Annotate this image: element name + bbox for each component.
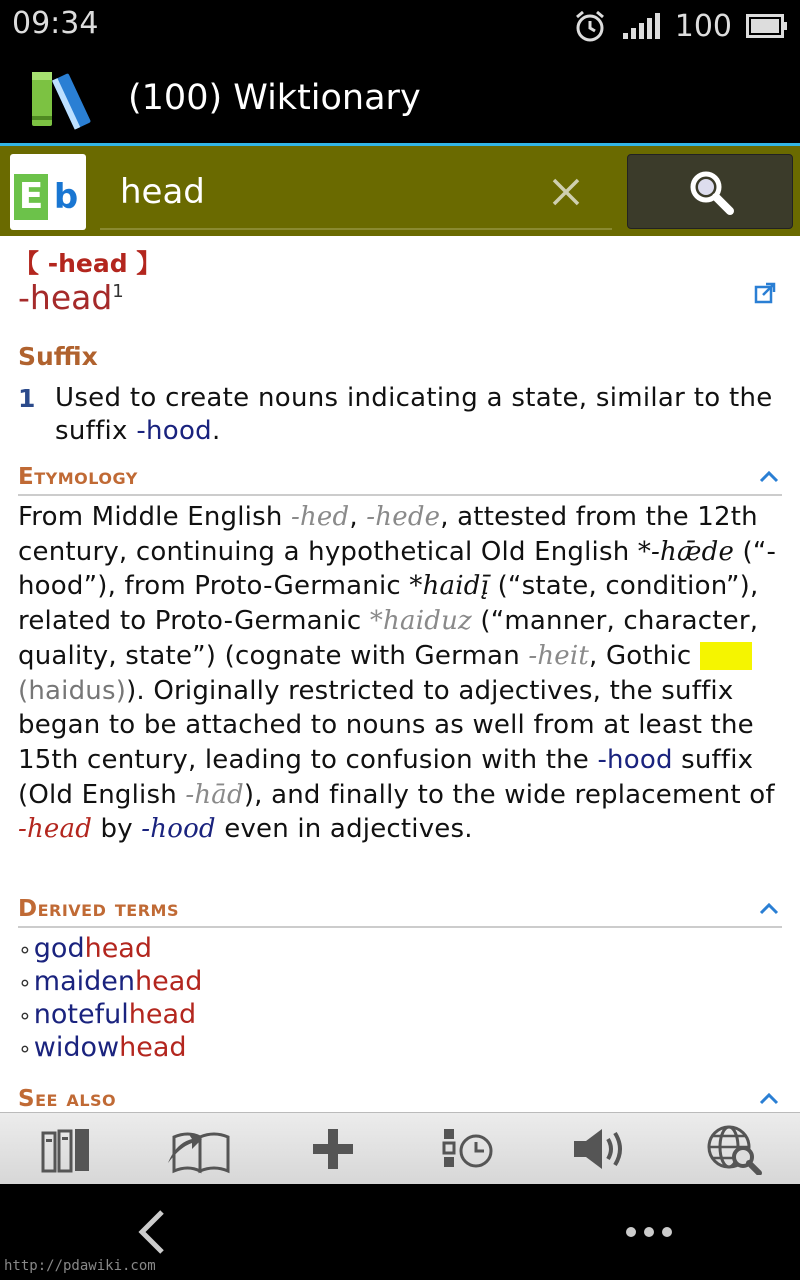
entry-bracket-title: 【 -head 】 (14, 249, 162, 278)
etym-text: by (92, 814, 142, 845)
etym-word[interactable]: -hed (290, 502, 350, 532)
list-item[interactable] (18, 1031, 718, 1064)
add-icon[interactable] (303, 1123, 363, 1175)
etym-text: ). Originally restricted to adjectives, the suffix began to be attached to nouns as well from at least the 15th century, leading to confusion with the (18, 675, 754, 775)
status-bar (0, 0, 800, 50)
clear-icon[interactable] (546, 172, 586, 212)
search-icon (686, 167, 736, 217)
etym-text: From Middle English (18, 502, 291, 532)
eb-logo-b: b (53, 177, 79, 217)
speaker-icon[interactable] (570, 1123, 630, 1175)
dictionary-entry (0, 236, 800, 1112)
section-see-also-label: See also (18, 1086, 117, 1112)
list-item[interactable] (18, 932, 718, 965)
derived-term-suffix: head (84, 933, 152, 964)
dictionaries-icon[interactable] (37, 1123, 97, 1175)
external-link-icon[interactable] (754, 282, 776, 304)
chevron-up-icon[interactable] (758, 1088, 780, 1110)
status-time: 09:34 (12, 6, 99, 41)
battery-percent: 100 (674, 8, 732, 44)
etym-text: , attested from the 12th century, continuing a hypothetical Old English (18, 502, 758, 567)
derived-term-prefix: maiden (33, 966, 135, 997)
section-etymology[interactable] (18, 464, 782, 496)
etym-word[interactable]: -hād (185, 779, 244, 810)
derived-term-prefix: widow (33, 1032, 120, 1063)
etym-link[interactable]: -hood (597, 744, 673, 775)
section-etymology-label: Etymology (18, 464, 138, 490)
derived-term-suffix: head (119, 1032, 187, 1063)
etymology-text (18, 500, 788, 847)
chevron-up-icon[interactable] (758, 466, 780, 488)
eb-dictionary-logo[interactable] (10, 154, 86, 230)
app-books-icon[interactable] (28, 66, 98, 130)
derived-terms-list (18, 932, 718, 1064)
web-search-icon[interactable] (703, 1123, 763, 1175)
section-see-also[interactable] (18, 1086, 782, 1112)
etym-text: , (349, 502, 367, 532)
search-bar (0, 146, 800, 236)
etym-text: (“-hood”), from Proto-Germanic (18, 536, 777, 602)
gothic-glyph-highlight (700, 642, 752, 670)
search-button[interactable] (627, 154, 793, 229)
derived-term-suffix: head (135, 966, 203, 997)
app-title: (100) Wiktionary (128, 78, 421, 118)
etym-text: , Gothic (589, 640, 700, 671)
bullet: ∘ (18, 938, 32, 963)
alarm-icon (573, 9, 607, 43)
etym-word[interactable]: *haidį̄ (409, 571, 490, 602)
sense-text: Used to create nouns indicating a state, similar to the suffix (55, 383, 773, 446)
etym-word: (haidus) (18, 675, 127, 706)
etym-word[interactable]: -hood (141, 814, 216, 845)
etym-word[interactable]: -head (18, 814, 93, 845)
history-icon[interactable] (440, 1123, 500, 1175)
search-field (100, 154, 612, 230)
bullet: ∘ (18, 971, 32, 996)
etym-word[interactable]: -hede (366, 502, 441, 532)
list-item[interactable] (18, 965, 718, 998)
more-options-icon[interactable] (624, 1224, 674, 1240)
sense-definition (55, 382, 775, 448)
battery-icon (746, 13, 788, 39)
headword-text: -head (18, 278, 113, 317)
etym-text: ), and finally to the wide replacement of (243, 779, 775, 810)
action-bar (0, 50, 800, 143)
watermark: http://pdawiki.com (4, 1258, 156, 1274)
etym-text: (“state, condition”), related to Proto-Germanic (18, 571, 759, 637)
signal-icon (621, 11, 661, 41)
part-of-speech: Suffix (18, 342, 98, 371)
etym-text: (“manner, character, quality, state”) (cognate with German (18, 606, 759, 671)
list-item[interactable] (18, 998, 718, 1031)
section-derived-terms[interactable] (18, 896, 782, 928)
etym-text: suffix (Old English (18, 744, 754, 810)
derived-term-prefix: god (33, 933, 85, 964)
sense-number: 1 (18, 384, 36, 413)
derived-term-prefix: noteful (33, 999, 129, 1030)
entry-headword (18, 278, 124, 317)
etym-text: even in adjectives. (215, 814, 473, 845)
eb-logo-e: E (14, 174, 48, 220)
open-book-icon[interactable] (166, 1123, 236, 1175)
bottom-toolbar (0, 1112, 800, 1184)
search-input[interactable] (120, 170, 520, 214)
etym-word[interactable]: -heit (528, 640, 590, 671)
sense-end: . (212, 416, 221, 446)
etym-word[interactable]: *haiduz (369, 606, 472, 637)
etym-word[interactable]: *-hǣde (637, 536, 735, 567)
section-derived-terms-label: Derived terms (18, 896, 180, 922)
headword-superscript: 1 (112, 281, 124, 302)
derived-term-suffix: head (128, 999, 197, 1030)
bullet: ∘ (18, 1004, 32, 1029)
chevron-up-icon[interactable] (758, 898, 780, 920)
bullet: ∘ (18, 1037, 32, 1062)
back-icon[interactable] (130, 1208, 174, 1256)
sense-link-hood[interactable]: -hood (136, 416, 212, 446)
